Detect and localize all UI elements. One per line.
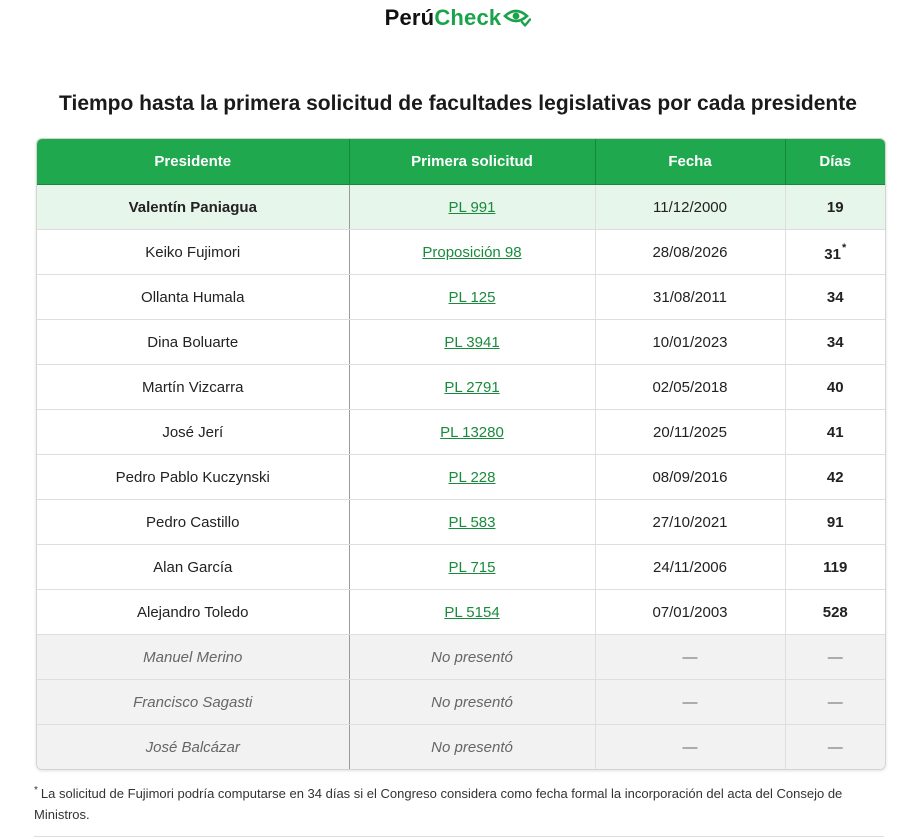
footnote bbox=[34, 780, 854, 825]
cell-presidente: Keiko Fujimori bbox=[37, 230, 349, 275]
table-row bbox=[37, 590, 885, 635]
cell-solicitud: No presentó bbox=[349, 680, 595, 725]
cell-dias: 91 bbox=[785, 500, 885, 545]
cell-presidente: Martín Vizcarra bbox=[37, 365, 349, 410]
table-row bbox=[37, 635, 885, 680]
cell-dias: 34 bbox=[785, 275, 885, 320]
cell-dias: 19 bbox=[785, 185, 885, 230]
footnote-marker: * bbox=[34, 785, 38, 796]
cell-presidente: Pedro Pablo Kuczynski bbox=[37, 455, 349, 500]
solicitud-link[interactable]: PL 228 bbox=[448, 468, 496, 486]
cell-dias bbox=[785, 230, 885, 275]
table-row bbox=[37, 185, 885, 230]
cell-fecha: 08/09/2016 bbox=[595, 455, 785, 500]
cell-fecha: 10/01/2023 bbox=[595, 320, 785, 365]
table-row bbox=[37, 410, 885, 455]
table-row bbox=[37, 680, 885, 725]
solicitud-link[interactable]: PL 715 bbox=[448, 558, 496, 576]
column-header-presidente: Presidente bbox=[37, 139, 349, 185]
table-row bbox=[37, 545, 885, 590]
cell-dias: — bbox=[785, 635, 885, 680]
cell-solicitud: No presentó bbox=[349, 635, 595, 680]
cell-dias: 42 bbox=[785, 455, 885, 500]
solicitud-link[interactable]: Proposición 98 bbox=[422, 243, 522, 261]
footnote-marker: * bbox=[841, 241, 847, 254]
bottom-divider bbox=[34, 836, 884, 837]
column-header-dias: Días bbox=[785, 139, 885, 185]
presidents-table bbox=[36, 138, 886, 770]
cell-fecha: 28/08/2026 bbox=[595, 230, 785, 275]
cell-dias: 41 bbox=[785, 410, 885, 455]
cell-dias: — bbox=[785, 725, 885, 770]
cell-dias: 528 bbox=[785, 590, 885, 635]
cell-presidente: José Jerí bbox=[37, 410, 349, 455]
solicitud-link[interactable]: PL 583 bbox=[448, 513, 496, 531]
cell-fecha: — bbox=[595, 635, 785, 680]
cell-presidente: Manuel Merino bbox=[37, 635, 349, 680]
cell-presidente: Dina Boluarte bbox=[37, 320, 349, 365]
cell-fecha: 11/12/2000 bbox=[595, 185, 785, 230]
dias-value: 31 bbox=[824, 245, 841, 263]
cell-fecha: 27/10/2021 bbox=[595, 500, 785, 545]
cell-fecha: 07/01/2003 bbox=[595, 590, 785, 635]
cell-presidente: Valentín Paniagua bbox=[37, 185, 349, 230]
logo-text-check: Check bbox=[434, 5, 502, 30]
cell-presidente: Francisco Sagasti bbox=[37, 680, 349, 725]
cell-fecha: 31/08/2011 bbox=[595, 275, 785, 320]
column-header-fecha: Fecha bbox=[595, 139, 785, 185]
cell-solicitud bbox=[349, 185, 595, 230]
table-row bbox=[37, 275, 885, 320]
table-row bbox=[37, 320, 885, 365]
solicitud-link[interactable]: PL 125 bbox=[448, 288, 496, 306]
solicitud-link[interactable]: PL 2791 bbox=[444, 378, 500, 396]
table-row bbox=[37, 455, 885, 500]
table-header-row bbox=[37, 139, 885, 185]
cell-solicitud bbox=[349, 230, 595, 275]
cell-solicitud bbox=[349, 275, 595, 320]
cell-solicitud bbox=[349, 545, 595, 590]
table-row bbox=[37, 725, 885, 770]
cell-fecha: 02/05/2018 bbox=[595, 365, 785, 410]
solicitud-link[interactable]: PL 991 bbox=[448, 198, 496, 216]
column-header-solicitud: Primera solicitud bbox=[349, 139, 595, 185]
solicitud-link[interactable]: PL 3941 bbox=[444, 333, 500, 351]
cell-dias: — bbox=[785, 680, 885, 725]
cell-solicitud bbox=[349, 365, 595, 410]
cell-solicitud bbox=[349, 455, 595, 500]
solicitud-link[interactable]: PL 13280 bbox=[440, 423, 504, 441]
cell-dias: 34 bbox=[785, 320, 885, 365]
cell-solicitud: No presentó bbox=[349, 725, 595, 770]
table-row bbox=[37, 365, 885, 410]
cell-presidente: José Balcázar bbox=[37, 725, 349, 770]
table-row bbox=[37, 500, 885, 545]
cell-presidente: Alejandro Toledo bbox=[37, 590, 349, 635]
cell-fecha: — bbox=[595, 725, 785, 770]
cell-fecha: 24/11/2006 bbox=[595, 545, 785, 590]
solicitud-link[interactable]: PL 5154 bbox=[444, 603, 500, 621]
cell-solicitud bbox=[349, 500, 595, 545]
cell-presidente: Alan García bbox=[37, 545, 349, 590]
cell-fecha: — bbox=[595, 680, 785, 725]
cell-dias: 40 bbox=[785, 365, 885, 410]
cell-fecha: 20/11/2025 bbox=[595, 410, 785, 455]
footnote-text: La solicitud de Fujimori podría computarse en 34 días si el Congreso considera como fecha formal la incorporación del acta del Consejo de Ministros. bbox=[34, 786, 843, 822]
peru-check-logo bbox=[0, 5, 916, 31]
cell-presidente: Ollanta Humala bbox=[37, 275, 349, 320]
cell-solicitud bbox=[349, 410, 595, 455]
table-row bbox=[37, 230, 885, 275]
cell-dias: 119 bbox=[785, 545, 885, 590]
cell-solicitud bbox=[349, 320, 595, 365]
cell-solicitud bbox=[349, 590, 595, 635]
logo-text-peru: Perú bbox=[384, 5, 435, 30]
eye-check-icon bbox=[503, 6, 531, 28]
page-title: Tiempo hasta la primera solicitud de facultades legislativas por cada presidente bbox=[59, 92, 857, 115]
cell-presidente: Pedro Castillo bbox=[37, 500, 349, 545]
